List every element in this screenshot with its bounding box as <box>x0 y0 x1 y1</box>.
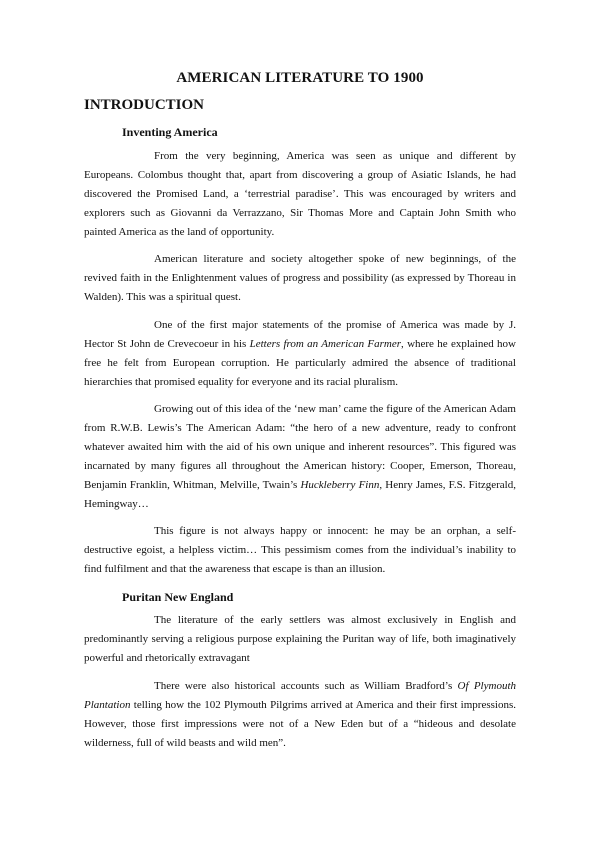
paragraph: One of the first major statements of the promise of America was made by J. Hector St John de Crevecoeur in his Letters from an American Farmer, where he explained how free he felt from European corruption. He particularly admired the absence of traditional hierarchies that promised equality for everyone and its racial pluralism. <box>84 319 516 388</box>
paragraph: Growing out of this idea of the ‘new man’ came the figure of the American Adam from R.W.B. Lewis’s The American Adam: “the hero of a new adventure, ready to confront whatever awaited him with the aid of his own unique and inherent resources”. This figured was incarnated by many figures all throughout the American history: Cooper, Emerson, Thoreau, Benjamin Franklin, Whitman, Melville, Twain’s Huckleberry Finn, Henry James, F.S. Fitzgerald, Hemingway… <box>84 403 516 510</box>
section-heading: INTRODUCTION <box>84 97 205 113</box>
subsection-heading-inventing-america: Inventing America <box>122 125 218 139</box>
document-title: AMERICAN LITERATURE TO 1900 <box>176 70 424 86</box>
subsection-heading-puritan-new-england: Puritan New England <box>122 590 234 604</box>
paragraph: From the very beginning, America was seen as unique and different by Europeans. Colombus thought that, apart from discovering a group of Asiatic Islands, he had discovered the Promised Land, a ‘terrestrial paradise’. This was encouraged by writers and explorers such as Giovanni da Verrazzano, Sir Thomas More and Captain John Smith who painted America as the land of opportunity. <box>84 150 516 238</box>
paragraph: This figure is not always happy or innocent: he may be an orphan, a self-destructive egoist, a helpless victim… This pessimism comes from the individual’s inability to find fulfilment and that the awareness that escape is than an illusion. <box>84 525 516 575</box>
paragraph: American literature and society altogether spoke of new beginnings, of the revived faith in the Enlightenment values of progress and possibility (as expressed by Thoreau in Walden). This was a spiritual quest. <box>84 253 516 303</box>
paragraph: There were also historical accounts such as William Bradford’s Of Plymouth Plantation telling how the 102 Plymouth Pilgrims arrived at America and their first impressions. However, those first impressions were not of a New Eden but of a “hideous and desolate wilderness, full of wild beasts and wild men”. <box>84 680 516 749</box>
paragraph: The literature of the early settlers was almost exclusively in English and predominantly serving a religious purpose explaining the Puritan way of life, both imaginatively powerful and rhetorically extravagant <box>84 614 516 664</box>
